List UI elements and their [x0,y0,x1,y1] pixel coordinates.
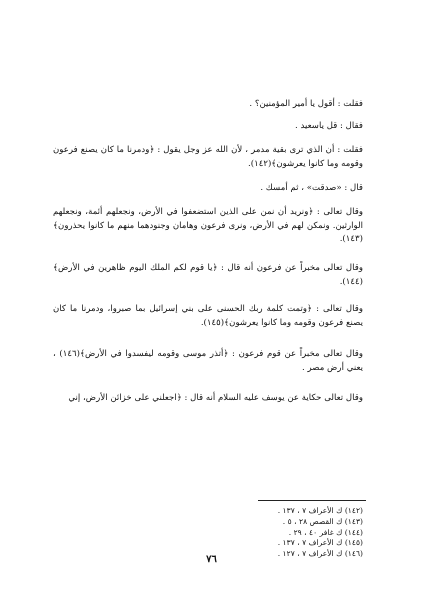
page-number: ٧٦ [206,554,217,565]
footnotes [223,506,363,560]
footnote-divider [258,500,366,501]
footnote-item: (١٤٣) ك القصص ٢٨ ، ٥ . [282,516,363,526]
footnote-item: (١٤٦) ك الأعراف ٧ ، ١٢٧ . [277,549,363,559]
paragraph-explanation: فقلت : أن الذي ترى بقية مدمر ، لأن الله عز وجل يقول : ﴿ودمرنا ما كان يصنع فرعون وقومه وما كانوا يعرشون﴾(١٤٢). [53,145,363,169]
paragraph-reply: فقال : قل ياسعيد . [295,121,363,131]
paragraph-verse-five: وقال تعالى حكاية عن يوسف عليه السلام أنه قال : ﴿اجعلني على خزائن الأرض، إني [68,393,363,403]
paragraph-verse-two: وقال تعالى مخبراً عن فرعون أنه قال : ﴿يا قوم لكم الملك اليوم ظاهرين في الأرض﴾(١٤٤). [53,263,363,287]
paragraph-confirmation: قال : «صدقت» ، ثم أمسك . [260,183,363,193]
footnote-item: (١٤٤) ك غافر ٤٠ ، ٢٩ . [288,527,363,537]
paragraph-question: فقلت : أقول يا أمير المؤمنين؟ . [249,99,363,109]
paragraph-verse-one: وقال تعالى : ﴿ونريد أن نمن على الذين استضعفوا في الأرض، ونجعلهم أئمة، ونجعلهم الوارثين. ونمكن لهم في الأرض، ونرى فرعون وهامان وجنودهما منهم ما كانوا يحذرون﴾(١٤٣). [53,207,363,244]
footnote-item: (١٤٢) ك الأعراف ٧ ، ١٣٧ . [277,506,363,515]
paragraph-verse-four: وقال تعالى مخبراً عن قوم فرعون : ﴿أتذر موسى وقومه ليفسدوا في الأرض﴾(١٤٦) ، يعني أرض مصر . [53,349,363,373]
paragraph-verse-three: وقال تعالى : ﴿وتمت كلمة ربك الحسنى على بني إسرائيل بما صبروا، ودمرنا ما كان يصنع فرعون وقومه وما كانوا يعرشون﴾(١٤٥). [53,304,363,328]
footnote-item: (١٤٥) ك الأعراف ٧ ، ١٣٧ . [277,538,363,548]
